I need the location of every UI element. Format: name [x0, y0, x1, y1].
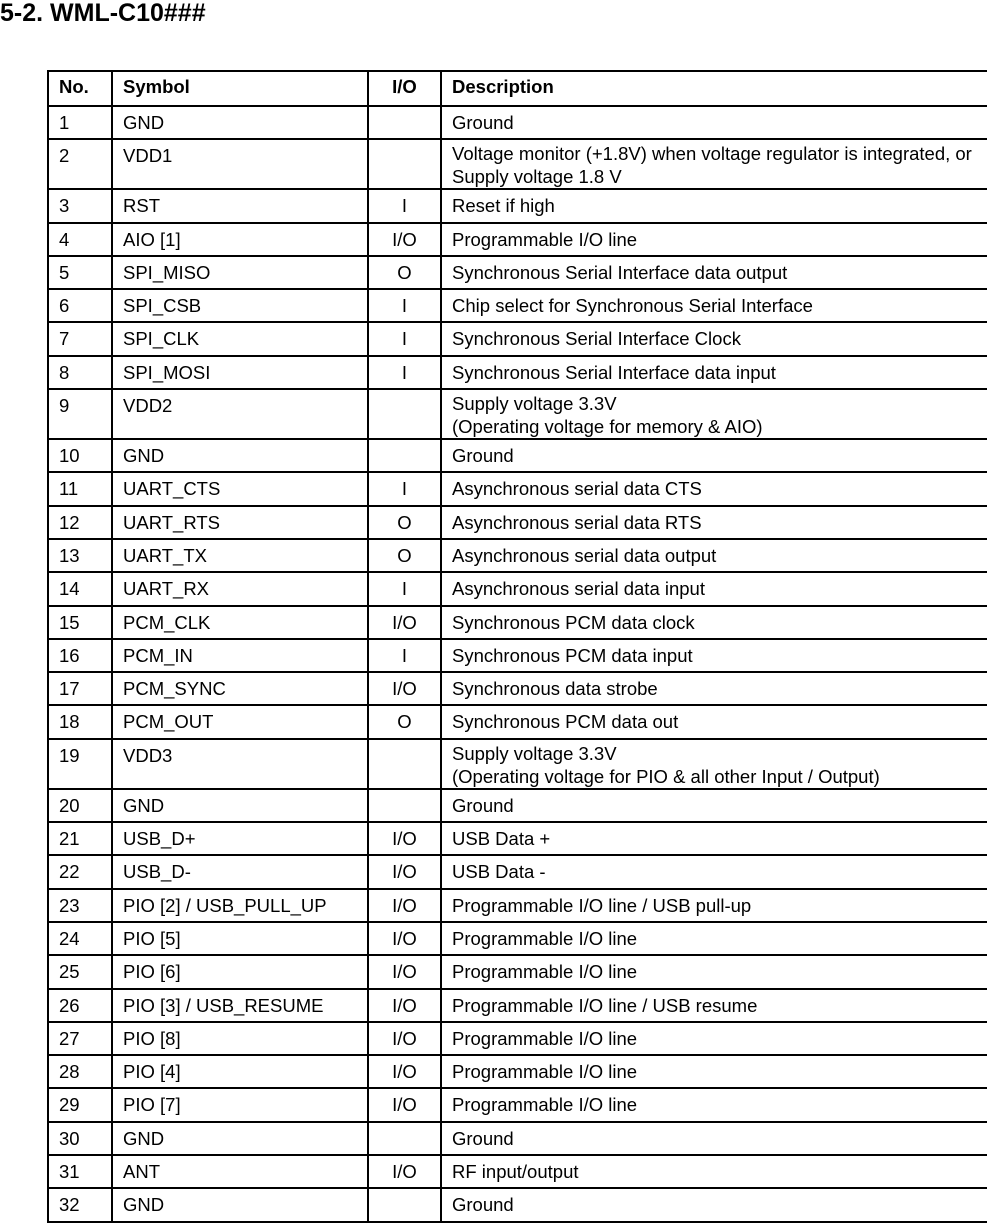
pin-description-cell	[441, 639, 987, 672]
table-row	[48, 789, 987, 822]
description-line: Ground	[452, 1194, 514, 1216]
table-row	[48, 356, 987, 389]
pin-io-cell: I/O	[368, 955, 441, 988]
pin-description-cell	[441, 539, 987, 572]
pin-symbol-cell: PCM_IN	[112, 639, 368, 672]
pin-number-cell: 15	[48, 606, 112, 639]
pin-symbol-cell: RST	[112, 189, 368, 222]
pin-io-cell	[368, 439, 441, 472]
pin-symbol-cell: PIO [3] / USB_RESUME	[112, 989, 368, 1022]
description-line: Ground	[452, 794, 514, 816]
pin-symbol-cell: PIO [4]	[112, 1055, 368, 1088]
pin-number-cell: 1	[48, 106, 112, 139]
description-line: Asynchronous serial data CTS	[452, 478, 702, 500]
description-line: Asynchronous serial data RTS	[452, 511, 702, 533]
pin-io-cell: I	[368, 322, 441, 355]
description-line: Ground	[452, 445, 514, 467]
pin-number-cell: 3	[48, 189, 112, 222]
description-line: Ground	[452, 1127, 514, 1149]
pin-description-cell	[441, 106, 987, 139]
pin-description-cell	[441, 506, 987, 539]
pin-description-cell	[441, 822, 987, 855]
pin-number-cell: 26	[48, 989, 112, 1022]
pin-number-cell: 32	[48, 1188, 112, 1221]
table-row	[48, 322, 987, 355]
pin-description-cell	[441, 705, 987, 738]
table-row	[48, 139, 987, 189]
pin-description-cell	[441, 1122, 987, 1155]
pin-symbol-cell: UART_TX	[112, 539, 368, 572]
pin-io-cell: O	[368, 539, 441, 572]
pin-io-cell	[368, 1188, 441, 1221]
pin-symbol-cell: UART_RX	[112, 572, 368, 605]
pin-number-cell: 17	[48, 672, 112, 705]
pin-description-cell	[441, 606, 987, 639]
pin-number-cell: 20	[48, 789, 112, 822]
pin-number-cell: 22	[48, 855, 112, 888]
pin-symbol-cell: GND	[112, 106, 368, 139]
description-line: Asynchronous serial data output	[452, 544, 717, 566]
table-row	[48, 572, 987, 605]
table-row	[48, 822, 987, 855]
pin-io-cell: I/O	[368, 922, 441, 955]
pin-description-cell	[441, 922, 987, 955]
pin-io-cell: I	[368, 289, 441, 322]
pin-io-cell	[368, 389, 441, 439]
pin-symbol-cell: PIO [2] / USB_PULL_UP	[112, 889, 368, 922]
table-row	[48, 256, 987, 289]
pin-symbol-cell: USB_D+	[112, 822, 368, 855]
pin-table	[47, 70, 987, 1223]
pin-description-cell	[441, 1055, 987, 1088]
description-line: Voltage monitor (+1.8V) when voltage regulator is integrated, or Supply voltage 1.8 V	[452, 143, 972, 188]
pin-description-cell	[441, 1088, 987, 1121]
description-line: Supply voltage 3.3V	[452, 393, 617, 415]
pin-description-cell	[441, 955, 987, 988]
description-line: Reset if high	[452, 195, 555, 217]
header-symbol: Symbol	[112, 71, 368, 106]
pin-number-cell: 4	[48, 223, 112, 256]
table-row	[48, 639, 987, 672]
description-line: Synchronous Serial Interface data input	[452, 361, 776, 383]
pin-number-cell: 14	[48, 572, 112, 605]
table-row	[48, 189, 987, 222]
pin-number-cell: 23	[48, 889, 112, 922]
pin-io-cell: O	[368, 506, 441, 539]
pin-io-cell: I	[368, 356, 441, 389]
pin-symbol-cell: UART_RTS	[112, 506, 368, 539]
pin-number-cell: 16	[48, 639, 112, 672]
description-line: Synchronous Serial Interface data output	[452, 261, 788, 283]
pin-symbol-cell: VDD3	[112, 739, 368, 789]
pin-io-cell: I/O	[368, 672, 441, 705]
table-row	[48, 223, 987, 256]
pin-description-cell	[441, 256, 987, 289]
table-row	[48, 506, 987, 539]
pin-description-cell	[441, 989, 987, 1022]
pin-symbol-cell: VDD1	[112, 139, 368, 189]
pin-symbol-cell: UART_CTS	[112, 472, 368, 505]
pin-symbol-cell: GND	[112, 1188, 368, 1221]
pin-number-cell: 5	[48, 256, 112, 289]
description-line: USB Data -	[452, 861, 546, 883]
table-row	[48, 389, 987, 439]
pin-number-cell: 6	[48, 289, 112, 322]
pin-io-cell: O	[368, 705, 441, 738]
pin-description-cell	[441, 855, 987, 888]
pin-description-cell	[441, 223, 987, 256]
pin-io-cell	[368, 739, 441, 789]
pin-symbol-cell: SPI_MISO	[112, 256, 368, 289]
header-no: No.	[48, 71, 112, 106]
pin-io-cell: I/O	[368, 822, 441, 855]
pin-description-cell	[441, 356, 987, 389]
description-line: Programmable I/O line / USB resume	[452, 994, 758, 1016]
pin-number-cell: 9	[48, 389, 112, 439]
pin-description-cell	[441, 289, 987, 322]
description-line: Ground	[452, 112, 514, 133]
pin-io-cell	[368, 139, 441, 189]
pin-description-cell	[441, 439, 987, 472]
pin-number-cell: 7	[48, 322, 112, 355]
table-row	[48, 1088, 987, 1121]
table-row	[48, 1122, 987, 1155]
pin-symbol-cell: GND	[112, 439, 368, 472]
pin-symbol-cell: GND	[112, 1122, 368, 1155]
description-line: RF input/output	[452, 1161, 579, 1183]
description-line: Programmable I/O line	[452, 1061, 638, 1083]
pin-symbol-cell: PCM_CLK	[112, 606, 368, 639]
pin-description-cell	[441, 322, 987, 355]
pin-number-cell: 10	[48, 439, 112, 472]
description-line: Chip select for Synchronous Serial Interface	[452, 295, 813, 317]
pin-number-cell: 18	[48, 705, 112, 738]
pin-io-cell	[368, 106, 441, 139]
pin-symbol-cell: VDD2	[112, 389, 368, 439]
pin-number-cell: 21	[48, 822, 112, 855]
pin-io-cell: I	[368, 572, 441, 605]
pin-description-cell	[441, 389, 987, 439]
pin-number-cell: 30	[48, 1122, 112, 1155]
pin-number-cell: 12	[48, 506, 112, 539]
description-line: Programmable I/O line	[452, 927, 638, 949]
pin-io-cell: I/O	[368, 855, 441, 888]
pin-number-cell: 27	[48, 1022, 112, 1055]
pin-symbol-cell: PCM_OUT	[112, 705, 368, 738]
header-description: Description	[441, 71, 987, 106]
description-line: Programmable I/O line	[452, 961, 638, 983]
pin-symbol-cell: PIO [5]	[112, 922, 368, 955]
pin-symbol-cell: GND	[112, 789, 368, 822]
description-line: Supply voltage 3.3V	[452, 742, 617, 764]
pin-symbol-cell: SPI_CLK	[112, 322, 368, 355]
table-row	[48, 672, 987, 705]
pin-number-cell: 24	[48, 922, 112, 955]
table-row	[48, 1055, 987, 1088]
pin-description-cell	[441, 739, 987, 789]
pin-description-cell	[441, 672, 987, 705]
pin-number-cell: 13	[48, 539, 112, 572]
description-line: Synchronous data strobe	[452, 678, 658, 700]
table-row	[48, 705, 987, 738]
pin-io-cell: I/O	[368, 889, 441, 922]
description-line: Synchronous Serial Interface Clock	[452, 328, 741, 350]
pin-io-cell: I/O	[368, 989, 441, 1022]
header-io: I/O	[368, 71, 441, 106]
pin-io-cell: O	[368, 256, 441, 289]
table-row	[48, 955, 987, 988]
description-line: Programmable I/O line	[452, 1094, 638, 1116]
table-row	[48, 1022, 987, 1055]
table-row	[48, 539, 987, 572]
pin-description-cell	[441, 1022, 987, 1055]
pin-io-cell: I/O	[368, 1088, 441, 1121]
table-row	[48, 1188, 987, 1221]
pin-number-cell: 8	[48, 356, 112, 389]
table-row	[48, 606, 987, 639]
pin-io-cell: I/O	[368, 606, 441, 639]
table-row	[48, 439, 987, 472]
table-row	[48, 889, 987, 922]
table-row	[48, 1155, 987, 1188]
description-line: Synchronous PCM data out	[452, 711, 679, 733]
description-line: Programmable I/O line	[452, 228, 638, 250]
pin-symbol-cell: ANT	[112, 1155, 368, 1188]
description-line: Asynchronous serial data input	[452, 578, 705, 600]
table-row	[48, 989, 987, 1022]
pin-number-cell: 29	[48, 1088, 112, 1121]
description-line-2: (Operating voltage for PIO & all other Input / Output)	[452, 765, 880, 787]
description-line: USB Data +	[452, 828, 551, 850]
table-row	[48, 472, 987, 505]
pin-symbol-cell: PIO [7]	[112, 1088, 368, 1121]
pin-description-cell	[441, 789, 987, 822]
pin-io-cell: I	[368, 189, 441, 222]
pin-io-cell	[368, 789, 441, 822]
pin-description-cell	[441, 889, 987, 922]
pin-description-cell	[441, 1155, 987, 1188]
pin-number-cell: 25	[48, 955, 112, 988]
pin-io-cell: I/O	[368, 1155, 441, 1188]
pin-symbol-cell: AIO [1]	[112, 223, 368, 256]
table-row	[48, 739, 987, 789]
page-title: 5-2. WML-C10###	[0, 0, 206, 27]
pin-description-cell	[441, 472, 987, 505]
table-row	[48, 289, 987, 322]
pin-symbol-cell: USB_D-	[112, 855, 368, 888]
description-line: Programmable I/O line / USB pull-up	[452, 894, 752, 916]
table-header-row	[48, 71, 987, 106]
pin-description-cell	[441, 189, 987, 222]
pin-description-cell	[441, 1188, 987, 1221]
pin-symbol-cell: SPI_CSB	[112, 289, 368, 322]
pin-symbol-cell: SPI_MOSI	[112, 356, 368, 389]
pin-number-cell: 11	[48, 472, 112, 505]
table-row	[48, 855, 987, 888]
pin-number-cell: 19	[48, 739, 112, 789]
pin-io-cell: I/O	[368, 1022, 441, 1055]
description-line: Synchronous PCM data clock	[452, 611, 695, 633]
pin-io-cell	[368, 1122, 441, 1155]
description-line: Programmable I/O line	[452, 1027, 638, 1049]
pin-symbol-cell: PIO [6]	[112, 955, 368, 988]
pin-description-cell	[441, 139, 987, 189]
pin-number-cell: 31	[48, 1155, 112, 1188]
table-row	[48, 922, 987, 955]
pin-description-cell	[441, 572, 987, 605]
pin-io-cell: I	[368, 639, 441, 672]
pin-io-cell: I/O	[368, 1055, 441, 1088]
pin-io-cell: I/O	[368, 223, 441, 256]
description-line-2: (Operating voltage for memory & AIO)	[452, 416, 763, 438]
pin-symbol-cell: PIO [8]	[112, 1022, 368, 1055]
pin-table-body	[48, 106, 987, 1222]
pin-io-cell: I	[368, 472, 441, 505]
description-line: Synchronous PCM data input	[452, 644, 693, 666]
pin-number-cell: 2	[48, 139, 112, 189]
pin-number-cell: 28	[48, 1055, 112, 1088]
table-row	[48, 106, 987, 139]
pin-symbol-cell: PCM_SYNC	[112, 672, 368, 705]
